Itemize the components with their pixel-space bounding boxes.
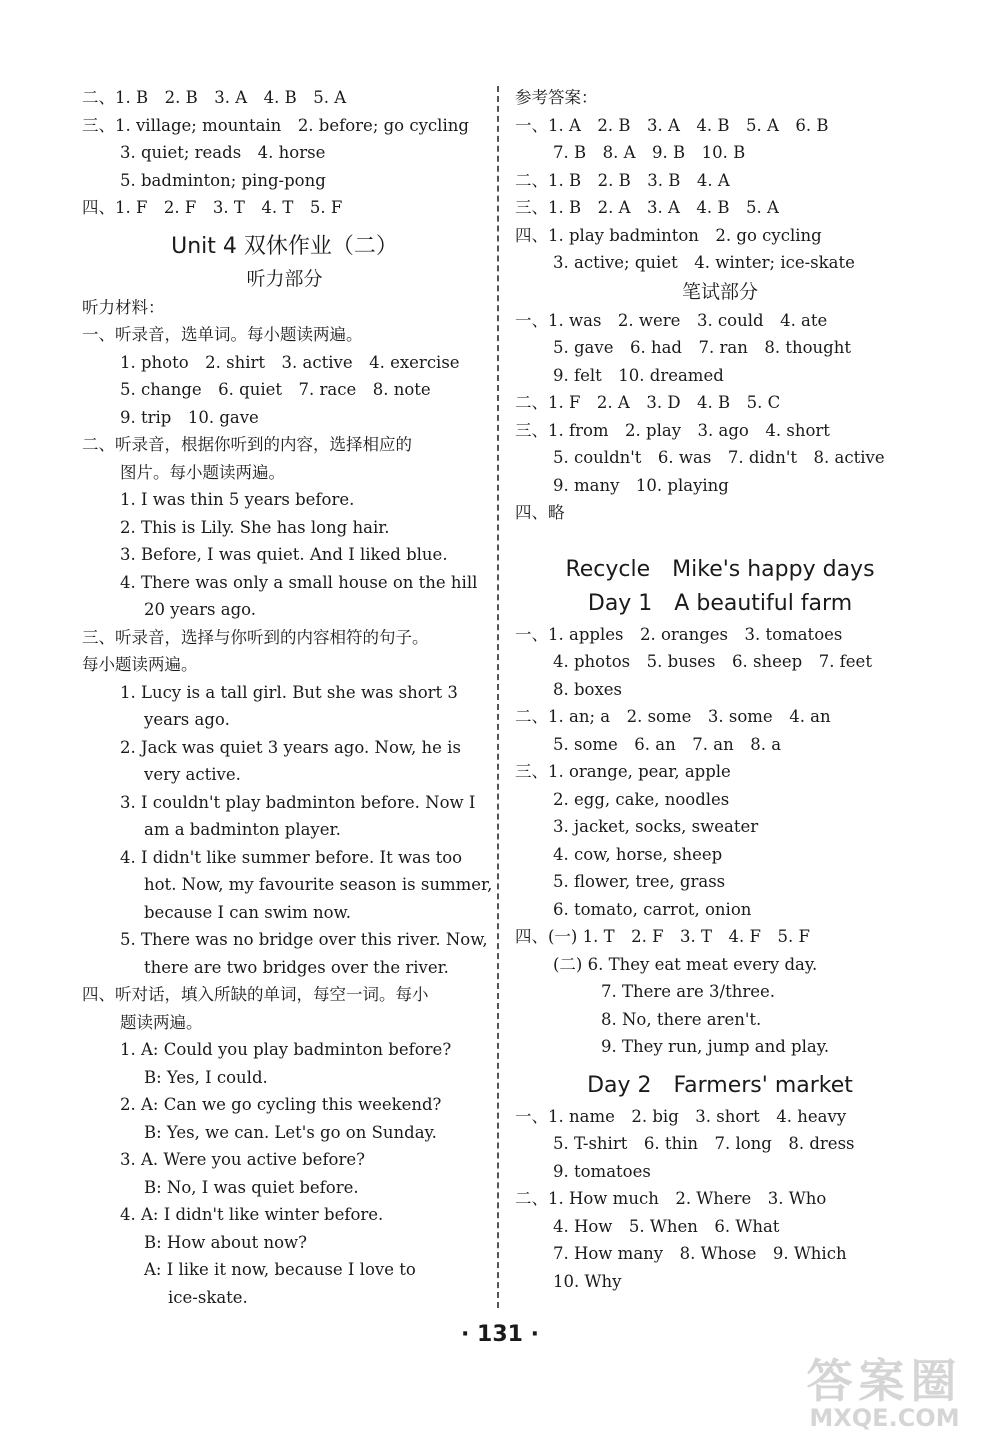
unit-title: Unit 4 双休作业（二）	[171, 233, 398, 259]
answer-line: 三、1. from 2. play 3. ago 4. short	[515, 420, 830, 440]
question-line: 3. I couldn't play badminton before. Now I	[120, 792, 476, 812]
dialogue-line: B: No, I was quiet before.	[144, 1177, 359, 1197]
column-divider	[497, 86, 499, 1308]
answer-line: 9. tomatoes	[553, 1161, 651, 1181]
question-line: years ago.	[144, 710, 230, 729]
answer-line: 一、1. apples 2. oranges 3. tomatoes	[515, 624, 843, 644]
answer-line: 一、1. name 2. big 3. short 4. heavy	[515, 1106, 847, 1126]
question-line: 4. There was only a small house on the hill	[120, 572, 478, 592]
question-prompt: 四、听对话，填入所缺的单词，每空一词。每小	[82, 985, 429, 1004]
watermark-url: MXQE.COM	[809, 1404, 960, 1432]
page-number: · 131 ·	[461, 1322, 539, 1347]
answer-line: 9. They run, jump and play.	[601, 1037, 830, 1056]
question-prompt: 一、听录音，选单词。每小题读两遍。	[82, 325, 363, 344]
answer-line: 三、1. orange, pear, apple	[515, 762, 731, 781]
dialogue-line: 2. A: Can we go cycling this weekend?	[120, 1095, 442, 1114]
answer-line: 8. boxes	[553, 679, 623, 699]
dialogue-line: ice-skate.	[168, 1287, 248, 1307]
answer-line: 10. Why	[553, 1271, 622, 1291]
answer-line: 7. There are 3/three.	[601, 982, 775, 1001]
question-line: 5. change 6. quiet 7. race 8. note	[120, 380, 431, 399]
dialogue-line: 3. A. Were you active before?	[120, 1150, 365, 1169]
answer-line: 3. active; quiet 4. winter; ice-skate	[553, 253, 855, 272]
answer-line: 3. jacket, socks, sweater	[553, 817, 759, 836]
answer-line: 四、(一) 1. T 2. F 3. T 4. F 5. F	[515, 927, 810, 946]
question-line: very active.	[144, 765, 241, 784]
answer-line: 9. many 10. playing	[553, 475, 729, 495]
watermark-logo	[787, 1356, 982, 1432]
answer-line: 7. B 8. A 9. B 10. B	[553, 143, 746, 162]
answer-line: 5. gave 6. had 7. ran 8. thought	[553, 338, 851, 357]
answer-line: 4. How 5. When 6. What	[553, 1216, 780, 1236]
question-line: 1. photo 2. shirt 3. active 4. exercise	[120, 352, 460, 372]
question-line: 2. Jack was quiet 3 years ago. Now, he is	[120, 737, 461, 757]
answer-line: 二、1. How much 2. Where 3. Who	[515, 1189, 827, 1208]
written-heading: 笔试部分	[681, 280, 758, 303]
question-line: 1. Lucy is a tall girl. But she was short 3	[120, 682, 458, 702]
answer-line: 8. No, there aren't.	[601, 1009, 762, 1029]
answer-line: (二) 6. They eat meat every day.	[553, 954, 818, 974]
answer-line: 三、1. B 2. A 3. A 4. B 5. A	[515, 198, 779, 217]
dialogue-line: 1. A: Could you play badminton before?	[120, 1040, 452, 1059]
question-line: 2. This is Lily. She has long hair.	[120, 517, 390, 537]
dialogue-line: B: Yes, we can. Let's go on Sunday.	[144, 1122, 437, 1142]
recycle-title: Recycle Mike's happy days	[565, 556, 875, 582]
dialogue-line: A: I like it now, because I love to	[144, 1260, 416, 1279]
answer-line: 四、1. F 2. F 3. T 4. T 5. F	[82, 198, 343, 217]
answer-line: 三、1. village; mountain 2. before; go cycling	[82, 115, 469, 135]
dialogue-line: 4. A: I didn't like winter before.	[120, 1205, 384, 1224]
left-column	[82, 84, 493, 1311]
watermark-chars: 答案圈	[806, 1354, 963, 1408]
listening-heading: 听力部分	[246, 267, 323, 290]
answer-line: 5. some 6. an 7. an 8. a	[553, 734, 782, 754]
question-line: 9. trip 10. gave	[120, 407, 259, 427]
answer-line: 5. badminton; ping-pong	[120, 170, 326, 190]
answers-label: 参考答案：	[515, 88, 598, 107]
answer-line: 7. How many 8. Whose 9. Which	[553, 1244, 847, 1263]
question-line: 4. I didn't like summer before. It was too	[120, 847, 463, 867]
materials-label: 听力材料：	[82, 297, 165, 317]
answer-line: 四、略	[515, 503, 565, 522]
answer-line: 4. cow, horse, sheep	[553, 844, 723, 864]
answer-line: 5. couldn't 6. was 7. didn't 8. active	[553, 448, 885, 467]
question-line: am a badminton player.	[144, 820, 341, 839]
answer-line: 二、1. F 2. A 3. D 4. B 5. C	[515, 393, 781, 412]
question-line: 20 years ago.	[144, 600, 257, 619]
question-line: 3. Before, I was quiet. And I liked blue.	[120, 545, 448, 564]
question-prompt: 每小题读两遍。	[82, 655, 198, 674]
answer-line: 5. flower, tree, grass	[553, 872, 726, 891]
answer-line: 4. photos 5. buses 6. sheep 7. feet	[553, 652, 872, 671]
dialogue-line: B: Yes, I could.	[144, 1067, 268, 1087]
answer-line: 一、1. was 2. were 3. could 4. ate	[515, 310, 828, 330]
question-line: there are two bridges over the river.	[144, 957, 449, 977]
question-line: because I can swim now.	[144, 902, 351, 922]
answer-line: 5. T-shirt 6. thin 7. long 8. dress	[553, 1134, 855, 1153]
answer-line: 二、1. an; a 2. some 3. some 4. an	[515, 707, 831, 726]
answer-line: 9. felt 10. dreamed	[553, 365, 724, 385]
question-line: 1. I was thin 5 years before.	[120, 490, 355, 509]
answer-line: 二、1. B 2. B 3. B 4. A	[515, 170, 730, 190]
day2-title: Day 2 Farmers' market	[587, 1072, 853, 1098]
question-prompt: 图片。每小题读两遍。	[120, 462, 285, 482]
question-prompt: 题读两遍。	[120, 1012, 203, 1032]
answer-line: 四、1. play badminton 2. go cycling	[515, 225, 822, 245]
dialogue-line: B: How about now?	[144, 1232, 307, 1252]
question-line: hot. Now, my favourite season is summer,	[144, 875, 493, 894]
answer-line: 3. quiet; reads 4. horse	[120, 143, 326, 162]
question-line: 5. There was no bridge over this river. Now,	[120, 930, 488, 949]
answer-line: 2. egg, cake, noodles	[553, 789, 730, 809]
answer-line: 二、1. B 2. B 3. A 4. B 5. A	[82, 88, 347, 107]
answer-line: 6. tomato, carrot, onion	[553, 899, 752, 919]
right-column	[515, 84, 925, 1295]
day1-title: Day 1 A beautiful farm	[587, 590, 853, 616]
answer-line: 一、1. A 2. B 3. A 4. B 5. A 6. B	[515, 115, 829, 135]
question-prompt: 三、听录音，选择与你听到的内容相符的句子。	[82, 627, 429, 647]
question-prompt: 二、听录音，根据你听到的内容，选择相应的	[82, 435, 412, 454]
